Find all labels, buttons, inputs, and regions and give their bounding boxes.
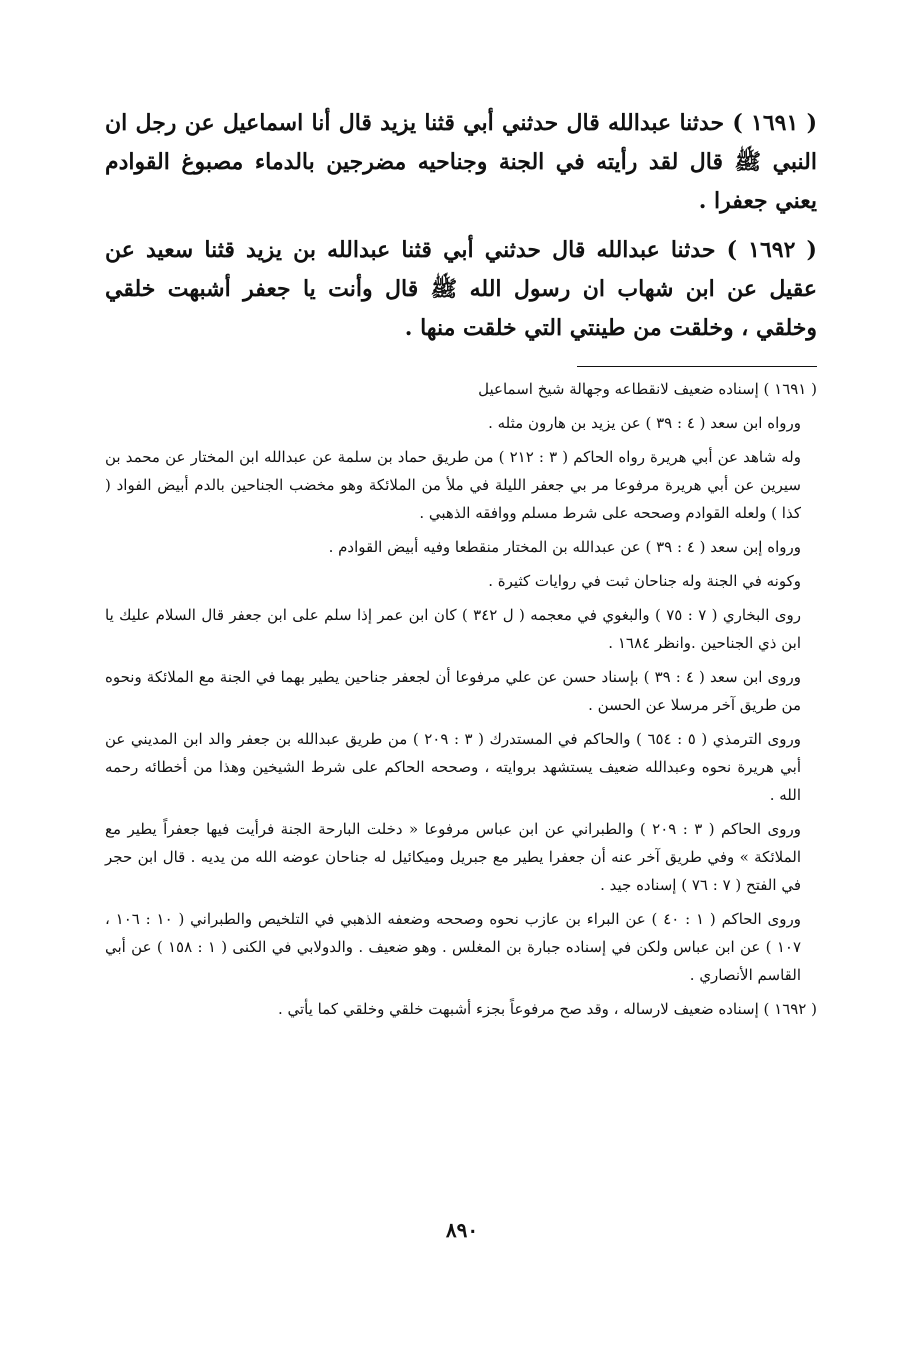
hadith-1691 — [105, 104, 817, 221]
footnote-paragraph: روى البخاري ( ٧ : ٧٥ ) والبغوي في معجمه ( ل ٣٤٢ ) كان ابن عمر إذا سلم على ابن جعفر قال السلام عليك يا ابن ذي الجناحين .وانظر ١٦٨٤ . — [105, 606, 801, 652]
hadith-number: ( ١٦٩٢ ) — [726, 237, 817, 263]
page-content — [105, 104, 817, 1029]
hadith-1692 — [105, 231, 817, 348]
footnote-paragraph: وروى الحاكم ( ١ : ٤٠ ) عن البراء بن عازب نحوه وصححه وضعفه الذهبي في التلخيص والطبراني ( ١٠ : ١٠٦ ، ١٠٧ ) عن ابن عباس ولكن في إسناده جبارة بن المغلس . وهو ضعيف . والدولابي في الكنى ( ١ : ١٥٨ ) عن أبي القاسم الأنصاري . — [105, 910, 801, 984]
footnote-paragraph: وروى ابن سعد ( ٤ : ٣٩ ) بإسناد حسن عن علي مرفوعا أن لجعفر جناحين يطير بهما في الجنة مع الملائكة ونحوه من طريق آخر مرسلا عن الحسن . — [105, 668, 801, 714]
hadith-text: حدثنا عبدالله قال حدثني أبي قثنا عبدالله بن يزيد قثنا سعيد عن عقيل عن ابن شهاب ان رسول الله ﷺ قال وأنت يا جعفر أشبهت خلقي وخلقي ، وخلقت من طينتي التي خلقت منها . — [105, 237, 817, 341]
footnotes — [105, 375, 817, 1023]
page-number: ٨٩٠ — [445, 1218, 479, 1242]
footnote-1692-heading: ( ١٦٩٢ ) إسناده ضعيف لارساله ، وقد صح مرفوعاً بجزء أشبهت خلقي وخلقي كما يأتي . — [277, 1000, 817, 1018]
footnote-paragraph: وروى الحاكم ( ٣ : ٢٠٩ ) والطبراني عن ابن عباس مرفوعا « دخلت البارحة الجنة فرأيت فيها جعفراً يطير مع الملائكة » وفي طريق آخر عنه أن جعفرا يطير مع جبريل وميكائيل له جناحان عوضه الله من يديه . قال ابن حجر في الفتح ( ٧ : ٧٦ ) إسناده جيد . — [105, 820, 801, 894]
footnote-paragraph: ورواه ابن سعد ( ٤ : ٣٩ ) عن يزيد بن هارون مثله . — [488, 414, 801, 432]
footnote-paragraph: وله شاهد عن أبي هريرة رواه الحاكم ( ٣ : ٢١٢ ) من طريق حماد بن سلمة عن عبدالله ابن المختار عن محمد بن سيرين عن أبي هريرة مرفوعا مر بي جعفر الليلة في ملأ من الملائكة وهو مخضب الجناحين بالدم أبيض الفواد ( كذا ) ولعله القوادم وصححه على شرط مسلم ووافقه الذهبي . — [105, 448, 801, 522]
footnote-paragraph: ورواه إبن سعد ( ٤ : ٣٩ ) عن عبدالله بن المختار منقطعا وفيه أبيض القوادم . — [328, 538, 801, 556]
footnote-paragraph: وروى الترمذي ( ٥ : ٦٥٤ ) والحاكم في المستدرك ( ٣ : ٢٠٩ ) من طريق عبدالله بن جعفر والد ابن المديني عن أبي هريرة نحوه وعبدالله ضعيف يستشهد بروايته ، وصححه الحاكم على شرط الشيخين وهذا من أخطائه رحمه الله . — [105, 730, 801, 804]
footnote-1691-heading: ( ١٦٩١ ) إسناده ضعيف لانقطاعه وجهالة شيخ اسماعيل — [478, 380, 817, 398]
hadith-text: حدثنا عبدالله قال حدثني أبي قثنا يزيد قال أنا اسماعيل عن رجل ان النبي ﷺ قال لقد رأيته في الجنة وجناحيه مضرجين بالدماء مصبوغ القوادم يعني جعفرا . — [105, 110, 817, 214]
footnote-paragraph: وكونه في الجنة وله جناحان ثبت في روايات كثيرة . — [488, 572, 801, 590]
footnote-separator — [577, 366, 817, 367]
hadith-number: ( ١٦٩١ ) — [732, 110, 817, 136]
